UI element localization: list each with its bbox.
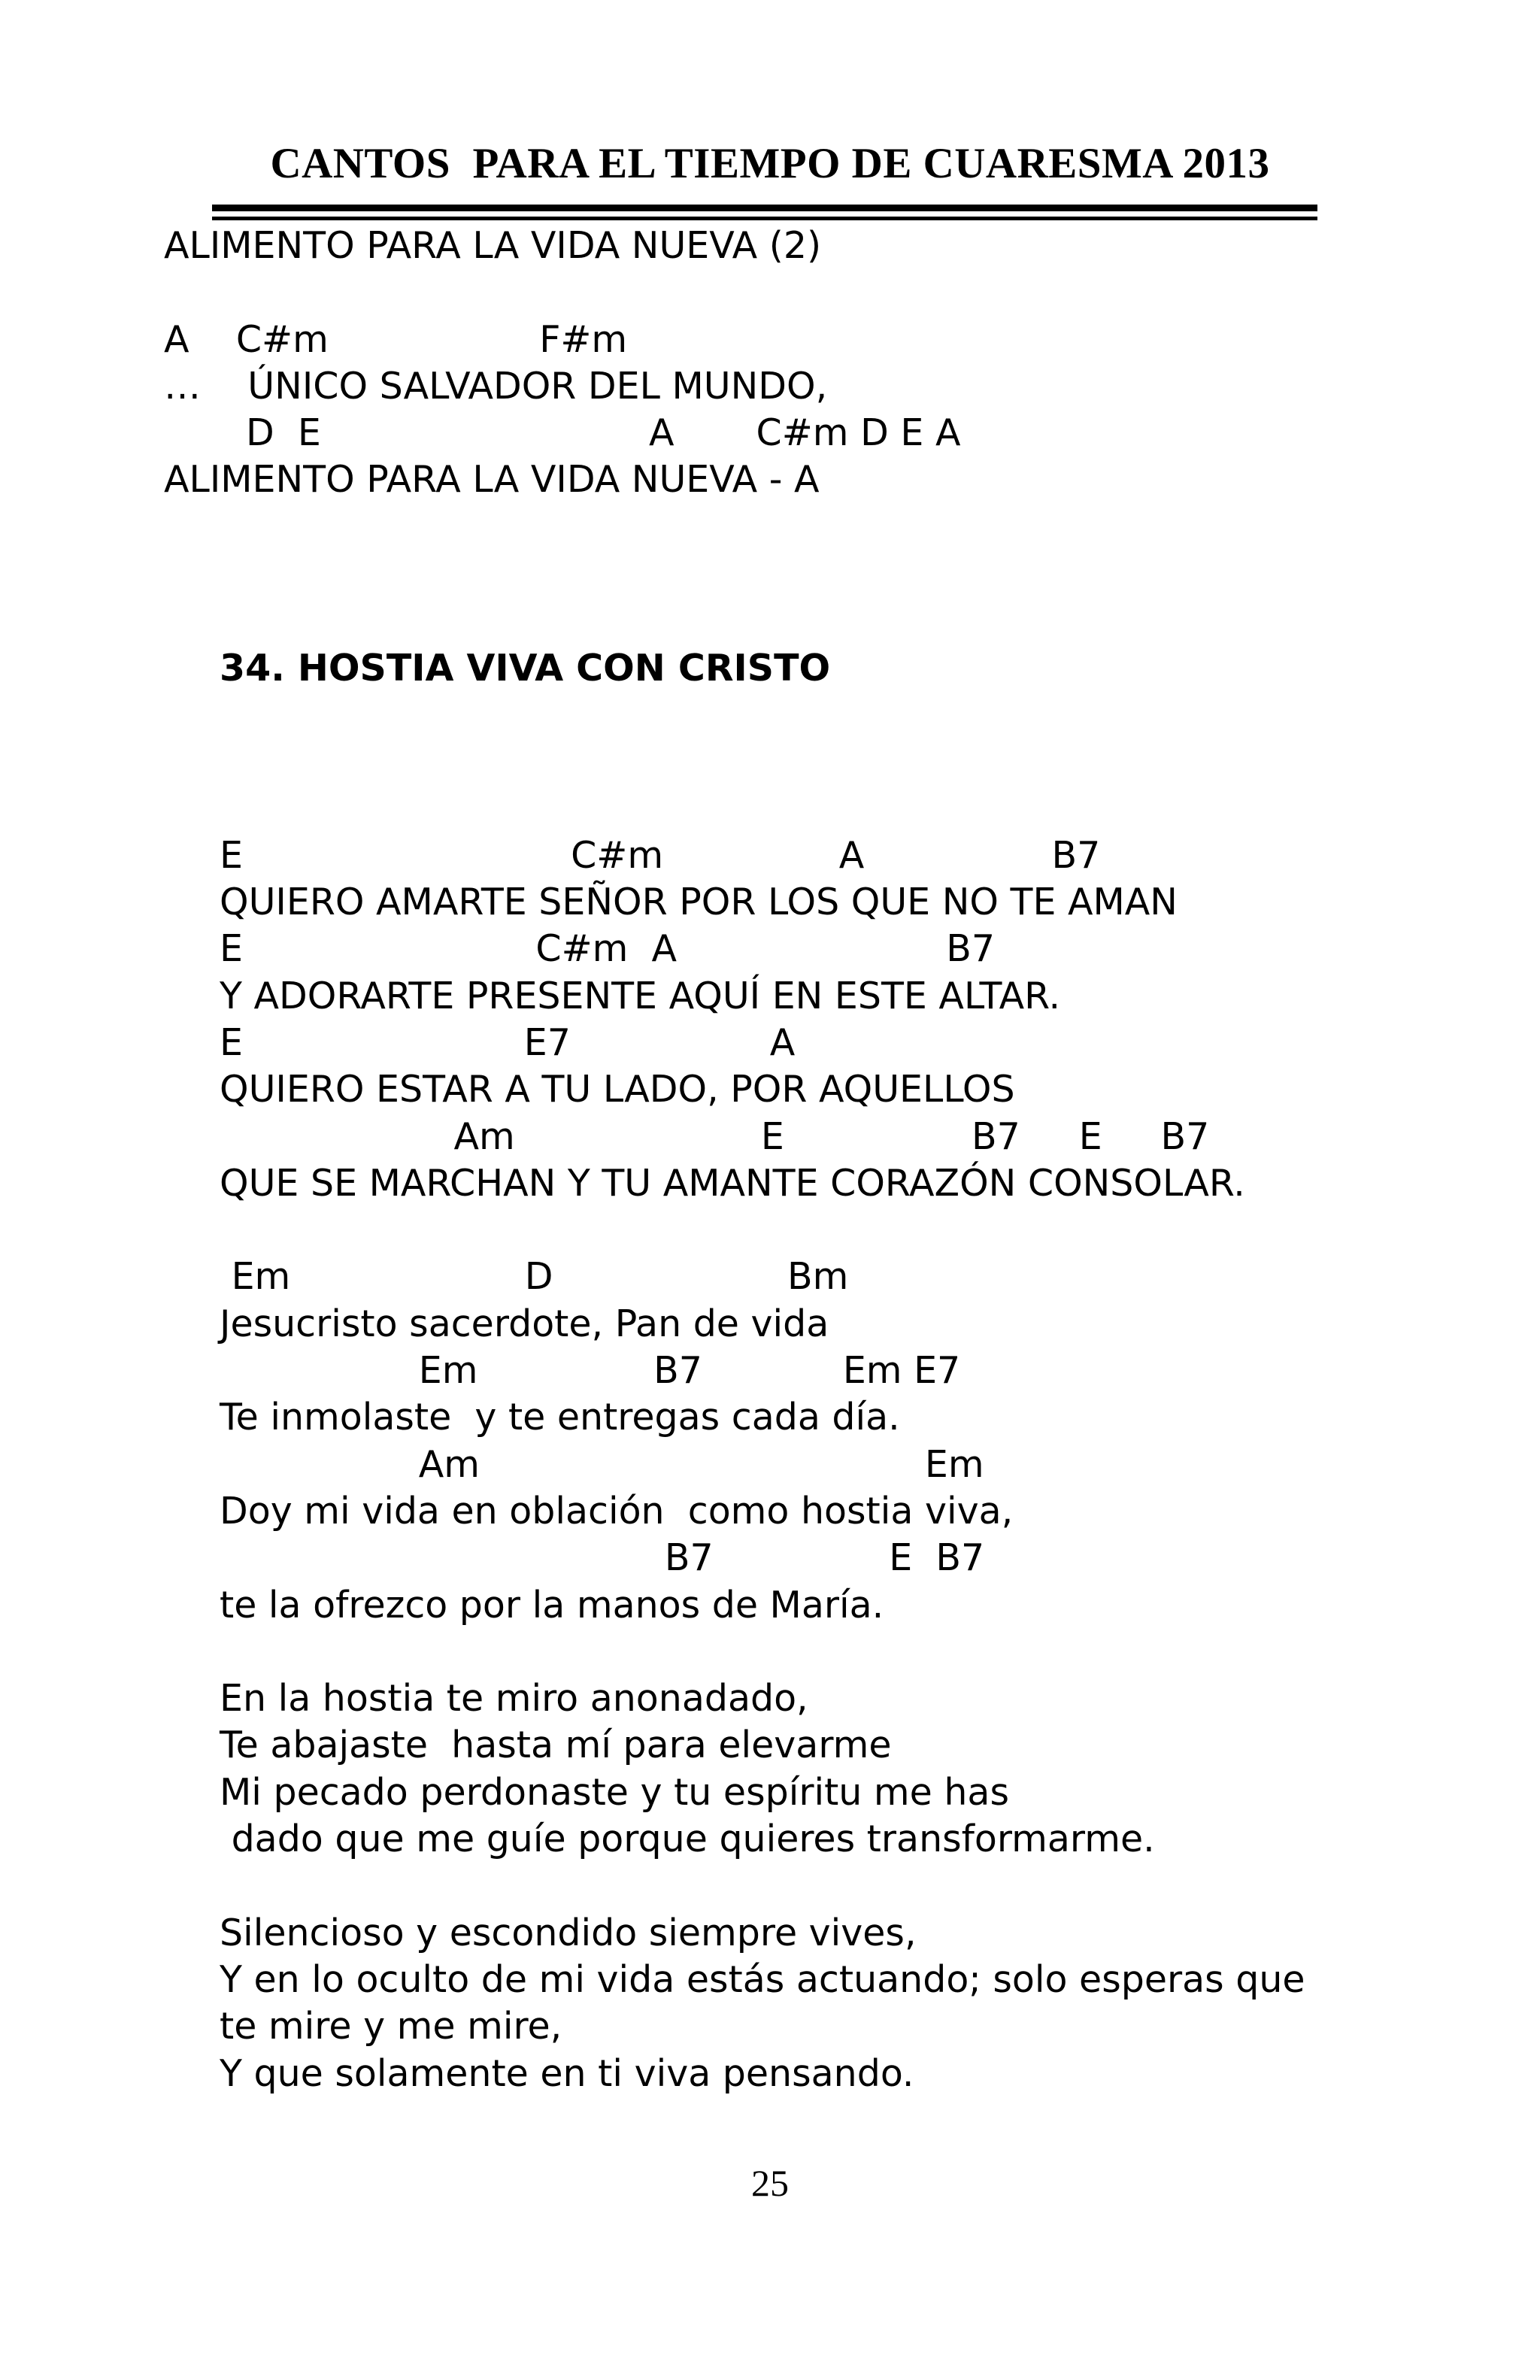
lyric-line: te mire y me mire, [220,2005,562,2048]
lyric-line: te la ofrezco por la manos de María. [220,1583,884,1627]
lyric-line: Em B7 Em E7 [220,1349,961,1393]
header-rule-thick [212,205,1317,211]
lyric-line: Y ADORARTE PRESENTE AQUÍ EN ESTE ALTAR. [220,974,1061,1017]
lyric-line: E E7 A [220,1020,796,1064]
lyric-line: QUIERO ESTAR A TU LADO, POR AQUELLOS [220,1068,1015,1111]
lyric-line: Mi pecado perdonaste y tu espíritu me has [220,1770,1009,1814]
lyric-line: Silencioso y escondido siempre vives, [220,1911,917,1954]
lyric-line: E C#m A B7 [220,833,1101,877]
song-lyrics [220,785,1305,2097]
song-block [220,551,1305,2144]
lyric-line: QUE SE MARCHAN Y TU AMANTE CORAZÓN CONSOLAR. [220,1161,1245,1205]
intro-line: A C#m F#m [164,317,628,361]
lyric-line: En la hostia te miro anonadado, [220,1677,808,1721]
blank-line [220,1207,1305,1254]
lyric-line: Te abajaste hasta mí para elevarme [220,1724,892,1767]
intro-line: D E A C#m D E A [164,411,961,455]
lyric-line: Em D Bm [220,1255,849,1299]
lyric-line: Jesucristo sacerdote, Pan de vida [220,1302,829,1345]
page-number: 25 [751,2162,789,2204]
blank-line [164,269,960,316]
intro-line: ALIMENTO PARA LA VIDA NUEVA - A [164,458,820,502]
lyric-line: Y en lo oculto de mi vida estás actuando; solo esperas que [220,1957,1305,2001]
lyric-line: Doy mi vida en oblación como hostia viva, [220,1489,1014,1533]
lyric-line: Am Em [220,1442,984,1486]
blank-line [220,1629,1305,1675]
lyric-line: B7 E B7 [220,1536,985,1580]
lyric-line: E C#m A B7 [220,927,996,971]
blank-line [220,785,1305,832]
intro-line: ALIMENTO PARA LA VIDA NUEVA (2) [164,224,822,267]
page-header-title: CANTOS PARA EL TIEMPO DE CUARESMA 2013 [270,140,1270,187]
lyric-line: Y que solamente en ti viva pensando. [220,2051,914,2095]
header-rule-thin [212,217,1317,220]
song-title: 34. HOSTIA VIVA CON CRISTO [220,646,831,690]
lyric-line: Am E B7 E B7 [220,1114,1210,1158]
intro-verse-block [164,223,960,504]
lyric-line: QUIERO AMARTE SEÑOR POR LOS QUE NO TE AMAN [220,881,1178,924]
lyric-line: dado que me guíe porque quieres transformarme. [220,1818,1155,1861]
lyric-line: Te inmolaste y te entregas cada día. [220,1396,900,1439]
blank-line [220,1863,1305,1909]
intro-line: … ÚNICO SALVADOR DEL MUNDO, [164,364,828,408]
